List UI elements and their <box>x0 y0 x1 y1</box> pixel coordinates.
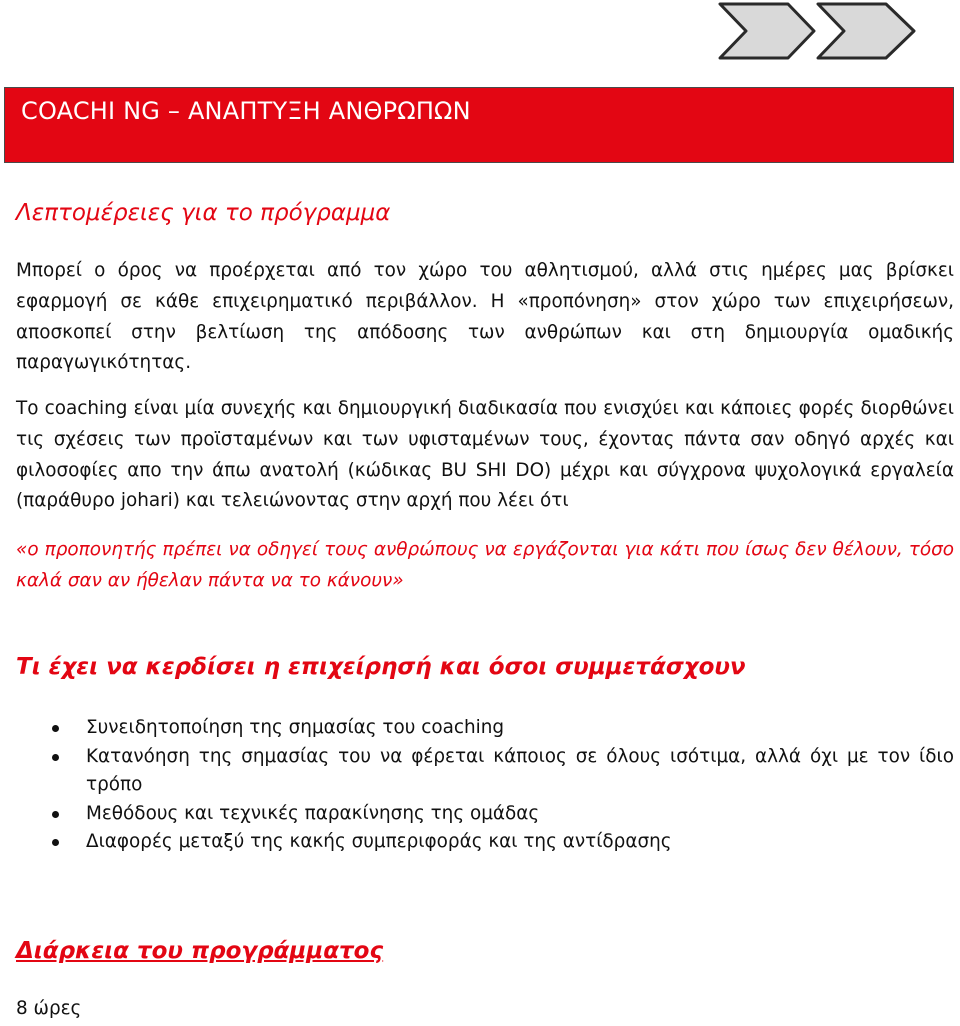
list-item <box>16 828 954 857</box>
bullet-dot-icon <box>52 839 59 846</box>
bullet-dot-icon <box>52 754 59 761</box>
benefits-list <box>16 714 954 857</box>
duration-heading: Διάρκεια του προγράμματος <box>16 938 384 964</box>
list-item-text: Διαφορές μεταξύ της κακής συμπεριφοράς και της αντίδρασης <box>86 831 672 852</box>
chevron-left-icon <box>720 4 814 58</box>
list-item <box>16 743 954 800</box>
chevron-right-icon <box>818 4 914 58</box>
coach-quote: «ο προπονητής πρέπει να οδηγεί τους ανθρώπους να εργάζονται για κάτι που ίσως δεν θέλουν, τόσο καλά σαν αν ήθελαν πάντα να το κάνουν» <box>16 539 954 591</box>
title-banner <box>4 87 954 163</box>
list-item-text: Συνειδητοποίηση της σημασίας του coaching <box>86 717 505 738</box>
intro-paragraph: Μπορεί ο όρος να προέρχεται από τον χώρο του αθλητισμού, αλλά στις ημέρες μας βρίσκει εφαρμογή σε κάθε επιχειρηματικό περιβάλλον. Η «προπόνηση» στον χώρο των επιχειρήσεων, αποσκοπεί στην βελτίωση της απόδοσης των ανθρώπων και στη δημιουργία ομαδικής παραγωγικότητας. <box>16 260 954 374</box>
chevron-arrows-icon <box>718 2 918 60</box>
program-details-heading: Λεπτομέρειες για το πρόγραμμα <box>16 200 391 226</box>
bullet-dot-icon <box>52 725 59 732</box>
list-item-text: Μεθόδους και τεχνικές παρακίνησης της ομάδας <box>86 802 540 824</box>
list-item <box>16 800 954 829</box>
bullet-dot-icon <box>52 811 59 818</box>
benefits-heading: Τι έχει να κερδίσει η επιχείρησή και όσοι συμμετάσχουν <box>16 654 746 680</box>
duration-value: 8 ώρες <box>16 998 82 1019</box>
list-item <box>16 714 954 743</box>
coaching-paragraph: Το coaching είναι μία συνεχής και δημιουργική διαδικασία που ενισχύει και κάποιες φορές διορθώνει τις σχέσεις των προϊσταμένων και των υφισταμένων τους, έχοντας πάντα σαν οδηγό αρχές και φιλοσοφίες απο την άπω ανατολή (κώδικας BU SHI DO) μέχρι και σύγχρονα ψυχολογικά εργαλεία (παράθυρο johari) και τελειώνοντας στην αρχή που λέει ότι <box>16 398 954 512</box>
list-item-text: Κατανόηση της σημασίας του να φέρεται κάποιος σε όλους ισότιμα, αλλά όχι με τον ίδιο τρόπο <box>86 745 954 795</box>
page-title: COACHI NG – ΑΝΑΠΤΥΞΗ ΑΝΘΡΩΠΩΝ <box>21 97 471 125</box>
